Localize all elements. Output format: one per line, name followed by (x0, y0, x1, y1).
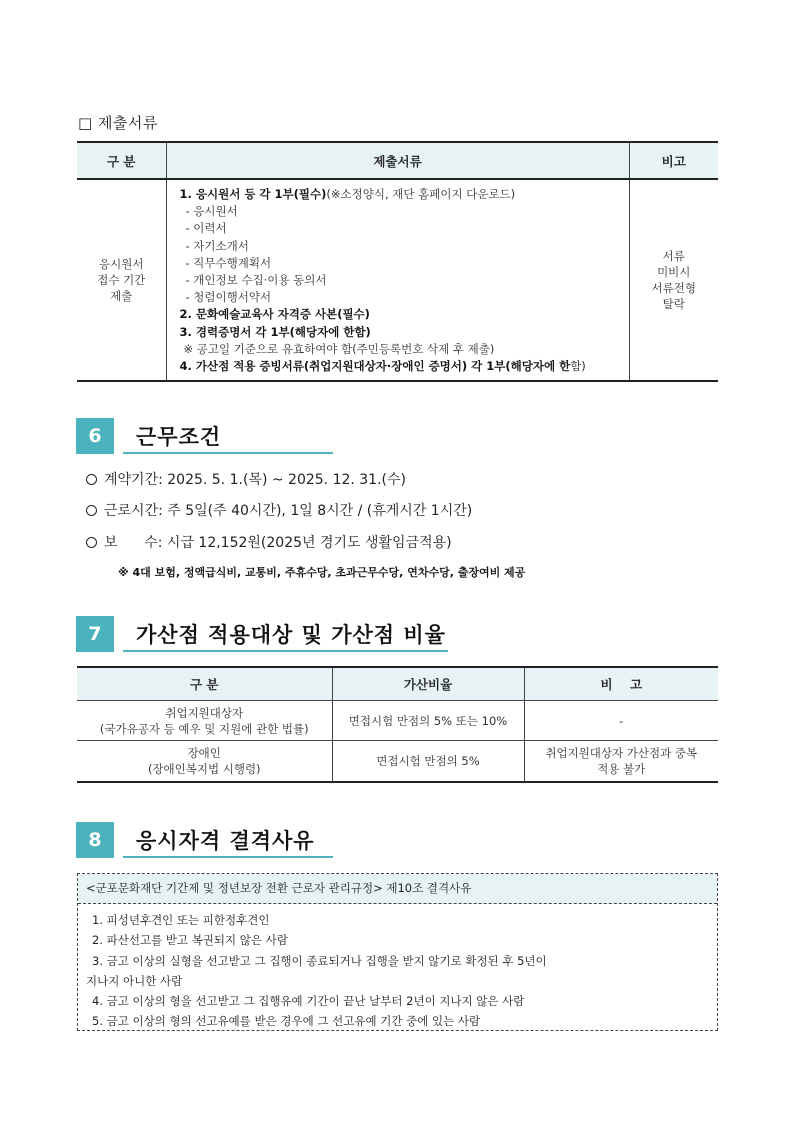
documents-cell (166, 179, 629, 381)
remark-line: 취업지원대상자 가산점과 중복 (545, 746, 698, 760)
circle-bullet-icon (86, 505, 97, 516)
sub-item: - 이력서 (185, 221, 227, 236)
list-item: 2. 파산선고를 받고 복권되지 않은 사람 (92, 933, 288, 948)
sub-item: - 직무수행계획서 (185, 255, 272, 270)
table-row (77, 179, 718, 381)
target-cell (77, 701, 332, 741)
remark-cell (524, 701, 718, 741)
table-header-row (77, 142, 718, 179)
doc-item-1-note: (※소정양식, 재단 홈페이지 다운로드) (326, 187, 516, 201)
table-row (77, 741, 718, 783)
target-name: 장애인 (187, 746, 221, 760)
remark-line: 적용 불가 (597, 762, 646, 776)
doc-item-2: 2. 문화예술교육사 자격증 사본(필수) (179, 307, 370, 322)
rate-cell: 면접시험 만점의 5% (332, 741, 524, 783)
table-header-row (77, 667, 718, 701)
section-number: 7 (76, 616, 114, 652)
remark-line: 탈락 (662, 297, 685, 312)
column-header: 비 고 (524, 667, 718, 701)
column-header: 구 분 (77, 142, 166, 179)
docs-heading: □ 제출서류 (78, 114, 158, 132)
doc-item-3-note: ※ 공고일 기준으로 유효하여야 함(주민등록번호 삭제 후 제출) (183, 341, 495, 356)
hours-text: 근로시간: 주 5일(주 40시간), 1일 8시간 / (휴게시간 1시간) (104, 503, 473, 519)
working-hours (86, 500, 472, 520)
section-underline (123, 650, 448, 652)
contract-text: 계약기간: 2025. 5. 1.(목) ~ 2025. 12. 31.(수) (104, 472, 406, 488)
sub-item: - 청렴이행서약서 (185, 290, 272, 305)
doc-item-4 (180, 358, 622, 375)
section-underline (123, 856, 333, 858)
category-line: 응시원서 (99, 257, 144, 272)
salary (86, 532, 452, 552)
circle-bullet-icon (86, 474, 97, 485)
remark-cell (524, 741, 718, 783)
doc-item-1-title: 1. 응시원서 등 각 1부(필수) (179, 187, 327, 201)
column-header: 구 분 (77, 667, 332, 701)
doc-item-1 (180, 186, 622, 203)
disqualification-list (78, 904, 717, 1032)
doc-item-4-tail: 함) (570, 359, 586, 374)
circle-bullet-icon (86, 537, 97, 548)
benefits-note: ※ 4대 보험, 정액급식비, 교통비, 주휴수당, 초과근무수당, 연차수당, 출장여비 제공 (118, 566, 526, 579)
section-title: 가산점 적용대상 및 가산점 비율 (136, 623, 446, 647)
remark-line: - (619, 713, 624, 728)
remark-cell (629, 179, 718, 381)
column-header: 가산비율 (332, 667, 524, 701)
docs-table (77, 141, 718, 382)
category-cell (77, 179, 166, 381)
target-law: (국가유공자 등 예우 및 지원에 관한 법률) (99, 721, 309, 736)
remark-line: 서류 (662, 249, 685, 264)
remark-line: 서류전형 (651, 281, 696, 296)
list-item: 지나지 아니한 사람 (86, 973, 183, 988)
doc-item-4-title: 4. 가산점 적용 증빙서류(취업지원대상자·장애인 증명서) 각 1부(해당자에 한 (179, 359, 571, 374)
disqualification-box-title: <군포문화재단 기간제 및 정년보장 전환 근로자 관리규정> 제10조 결격사유 (78, 874, 717, 904)
list-item: 3. 금고 이상의 실형을 선고받고 그 집행이 종료되거나 집행을 받지 않기로 확정된 후 5년이 (92, 953, 547, 968)
section-number: 6 (76, 418, 114, 454)
column-header: 비고 (629, 142, 718, 179)
rate-cell: 면접시험 만점의 5% 또는 10% (332, 701, 524, 741)
target-name: 취업지원대상자 (165, 705, 244, 720)
category-line: 제출 (110, 289, 133, 304)
table-row (77, 701, 718, 741)
list-item: 4. 금고 이상의 형을 선고받고 그 집행유예 기간이 끝난 날부터 2년이 지나지 않은 사람 (92, 994, 525, 1009)
column-header: 제출서류 (166, 142, 629, 179)
sub-item: - 자기소개서 (185, 238, 249, 253)
doc-item-3: 3. 경력증명서 각 1부(해당자에 한함) (179, 324, 371, 339)
contract-period (86, 469, 406, 489)
salary-text: 보 수: 시급 12,152원(2025년 경기도 생활임금적용) (104, 535, 452, 551)
category-line: 접수 기간 (97, 273, 146, 288)
sub-item: - 응시원서 (185, 204, 238, 219)
list-item: 5. 금고 이상의 형의 선고유예를 받은 경우에 그 선고유예 기간 중에 있는 사람 (92, 1014, 481, 1029)
target-cell (77, 741, 332, 783)
remark-line: 미비시 (657, 265, 691, 280)
sub-item: - 개인정보 수집·이용 동의서 (185, 273, 327, 288)
bonus-table (77, 666, 718, 783)
section-underline (123, 452, 333, 454)
section-title: 응시자격 결격사유 (136, 829, 315, 853)
target-law: (장애인복지법 시행령) (147, 762, 261, 776)
list-item: 1. 피성년후견인 또는 피한정후견인 (92, 913, 270, 927)
disqualification-box (77, 873, 718, 1031)
section-number: 8 (76, 822, 114, 858)
section-title: 근무조건 (136, 425, 222, 449)
